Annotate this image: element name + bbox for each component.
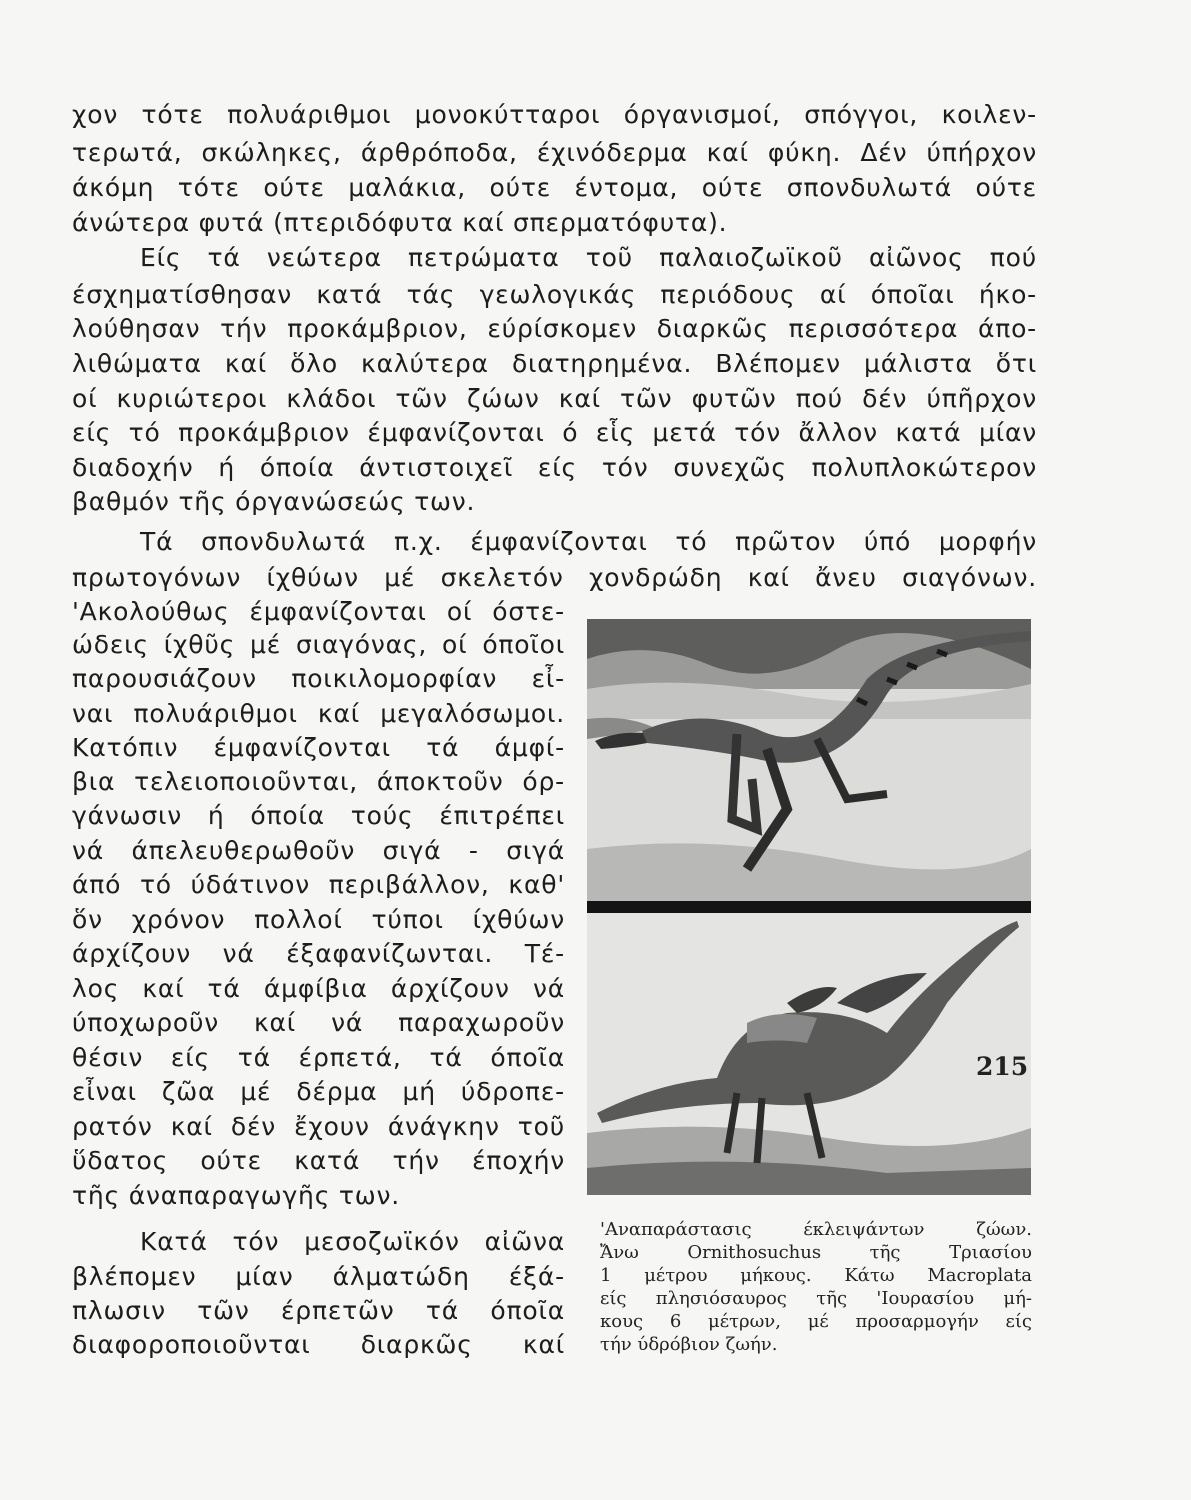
- text-line: βαθμόν τῆς όργανώσεώς των.: [72, 487, 476, 516]
- text-line: άκόμη τότε ούτε μαλάκια, ούτε έντομα, ούτε σπονδυλωτά ούτε: [72, 173, 1037, 202]
- text-line: παρουσιάζουν ποικιλομορφίαν εἶ-: [72, 664, 565, 693]
- text-line: πρωτογόνων ίχθύων μέ σκελετόν χονδρώδη καί ἄνευ σιαγόνων.: [72, 563, 1037, 592]
- text-line: ναι πολυάριθμοι καί μεγαλόσωμοι.: [72, 699, 565, 728]
- text-line: γάνωσιν ή όποία τούς έπιτρέπει: [72, 801, 565, 830]
- text-line: λούθησαν τήν προκάμβριον, εύρίσκομεν διαρκῶς περισσότερα άπο-: [72, 314, 1037, 343]
- page-number: 215: [976, 1052, 1029, 1081]
- text-line: βλέπομεν μίαν άλματώδη έξά-: [72, 1262, 565, 1291]
- text-line: ὕδατος ούτε κατά τήν έποχήν: [72, 1146, 565, 1175]
- text-line: ὅν χρόνον πολλοί τύποι ίχθύων: [72, 905, 565, 934]
- text-line: άνώτερα φυτά (πτεριδόφυτα καί σπερματόφυτα).: [72, 208, 728, 237]
- text-line: ύποχωροῦν καί νά παραχωροῦν: [72, 1008, 565, 1037]
- caption-line: 1 μέτρου μήκους. Κάτω Macroplata: [600, 1265, 1032, 1286]
- text-line: Είς τά νεώτερα πετρώματα τοῦ παλαιοζωϊκοῦ αἰῶνος πού: [140, 243, 1037, 272]
- text-line: τερωτά, σκώληκες, άρθρόποδα, έχινόδερμα καί φύκη. Δέν ύπήρχον: [72, 138, 1037, 167]
- text-line: άπό τό ύδάτινον περιβάλλον, καθ': [72, 870, 565, 899]
- text-line: άρχίζουν νά έξαφανίζωνται. Τέ-: [72, 939, 565, 968]
- text-line: λιθώματα καί ὅλο καλύτερα διατηρημένα. Βλέπομεν μάλιστα ὅτι: [72, 349, 1037, 378]
- text-line: τῆς άναπαραγωγῆς των.: [72, 1181, 401, 1210]
- text-line: οί κυριώτεροι κλάδοι τῶν ζώων καί τῶν φυτῶν πού δέν ύπῆρχον: [72, 384, 1037, 413]
- text-line: 'Ακολούθως έμφανίζονται οί όστε-: [72, 597, 565, 626]
- text-line: Κατόπιν έμφανίζονται τά άμφί-: [72, 733, 565, 762]
- caption-line: είς πλησιόσαυρος τῆς 'Ιουρασίου μή-: [600, 1288, 1032, 1309]
- text-line: διαφοροποιοῦνται διαρκῶς καί: [72, 1330, 565, 1359]
- text-line: νά άπελευθερωθοῦν σιγά - σιγά: [72, 836, 565, 865]
- text-line: θέσιν είς τά έρπετά, τά όποῖα: [72, 1043, 565, 1072]
- text-line: Τά σπονδυλωτά π.χ. έμφανίζονται τό πρῶτον ύπό μορφήν: [140, 527, 1037, 556]
- text-line: ρατόν καί δέν ἔχουν άνάγκην τοῦ: [72, 1112, 565, 1141]
- figure-divider: [587, 901, 1031, 913]
- text-line: διαδοχήν ή όποία άντιστοιχεῖ είς τόν συνεχῶς πολυπλοκώτερον: [72, 453, 1037, 482]
- text-line: χον τότε πολυάριθμοι μονοκύτταροι όργανισμοί, σπόγγοι, κοιλεν-: [72, 100, 1037, 129]
- ornithosuchus-illustration: [587, 619, 1031, 901]
- text-line: λος καί τά άμφίβια άρχίζουν νά: [72, 974, 565, 1003]
- caption-line: Ἄνω Ornithosuchus τῆς Τριασίου: [600, 1242, 1032, 1263]
- text-line: βια τελειοποιοῦνται, άποκτοῦν όρ-: [72, 767, 565, 796]
- text-line: Κατά τόν μεσοζωϊκόν αἰῶνα: [140, 1227, 565, 1256]
- text-line: εἶναι ζῶα μέ δέρμα μή ύδροπε-: [72, 1077, 565, 1106]
- macroplata-illustration: [587, 913, 1031, 1195]
- caption-line: 'Αναπαράστασις έκλειψάντων ζώων.: [600, 1219, 1032, 1240]
- caption-line: τήν ύδρόβιον ζωήν.: [600, 1334, 778, 1355]
- caption-line: κους 6 μέτρων, μέ προσαρμογήν είς: [600, 1311, 1032, 1332]
- text-line: έσχηματίσθησαν κατά τάς γεωλογικάς περιόδους αί όποῖαι ήκο-: [72, 280, 1037, 309]
- text-line: ώδεις ίχθῦς μέ σιαγόνας, οί όποῖοι: [72, 630, 565, 659]
- text-line: πλωσιν τῶν έρπετῶν τά όποῖα: [72, 1296, 565, 1325]
- text-line: είς τό προκάμβριον έμφανίζονται ό εἷς μετά τόν ἄλλον κατά μίαν: [72, 418, 1037, 447]
